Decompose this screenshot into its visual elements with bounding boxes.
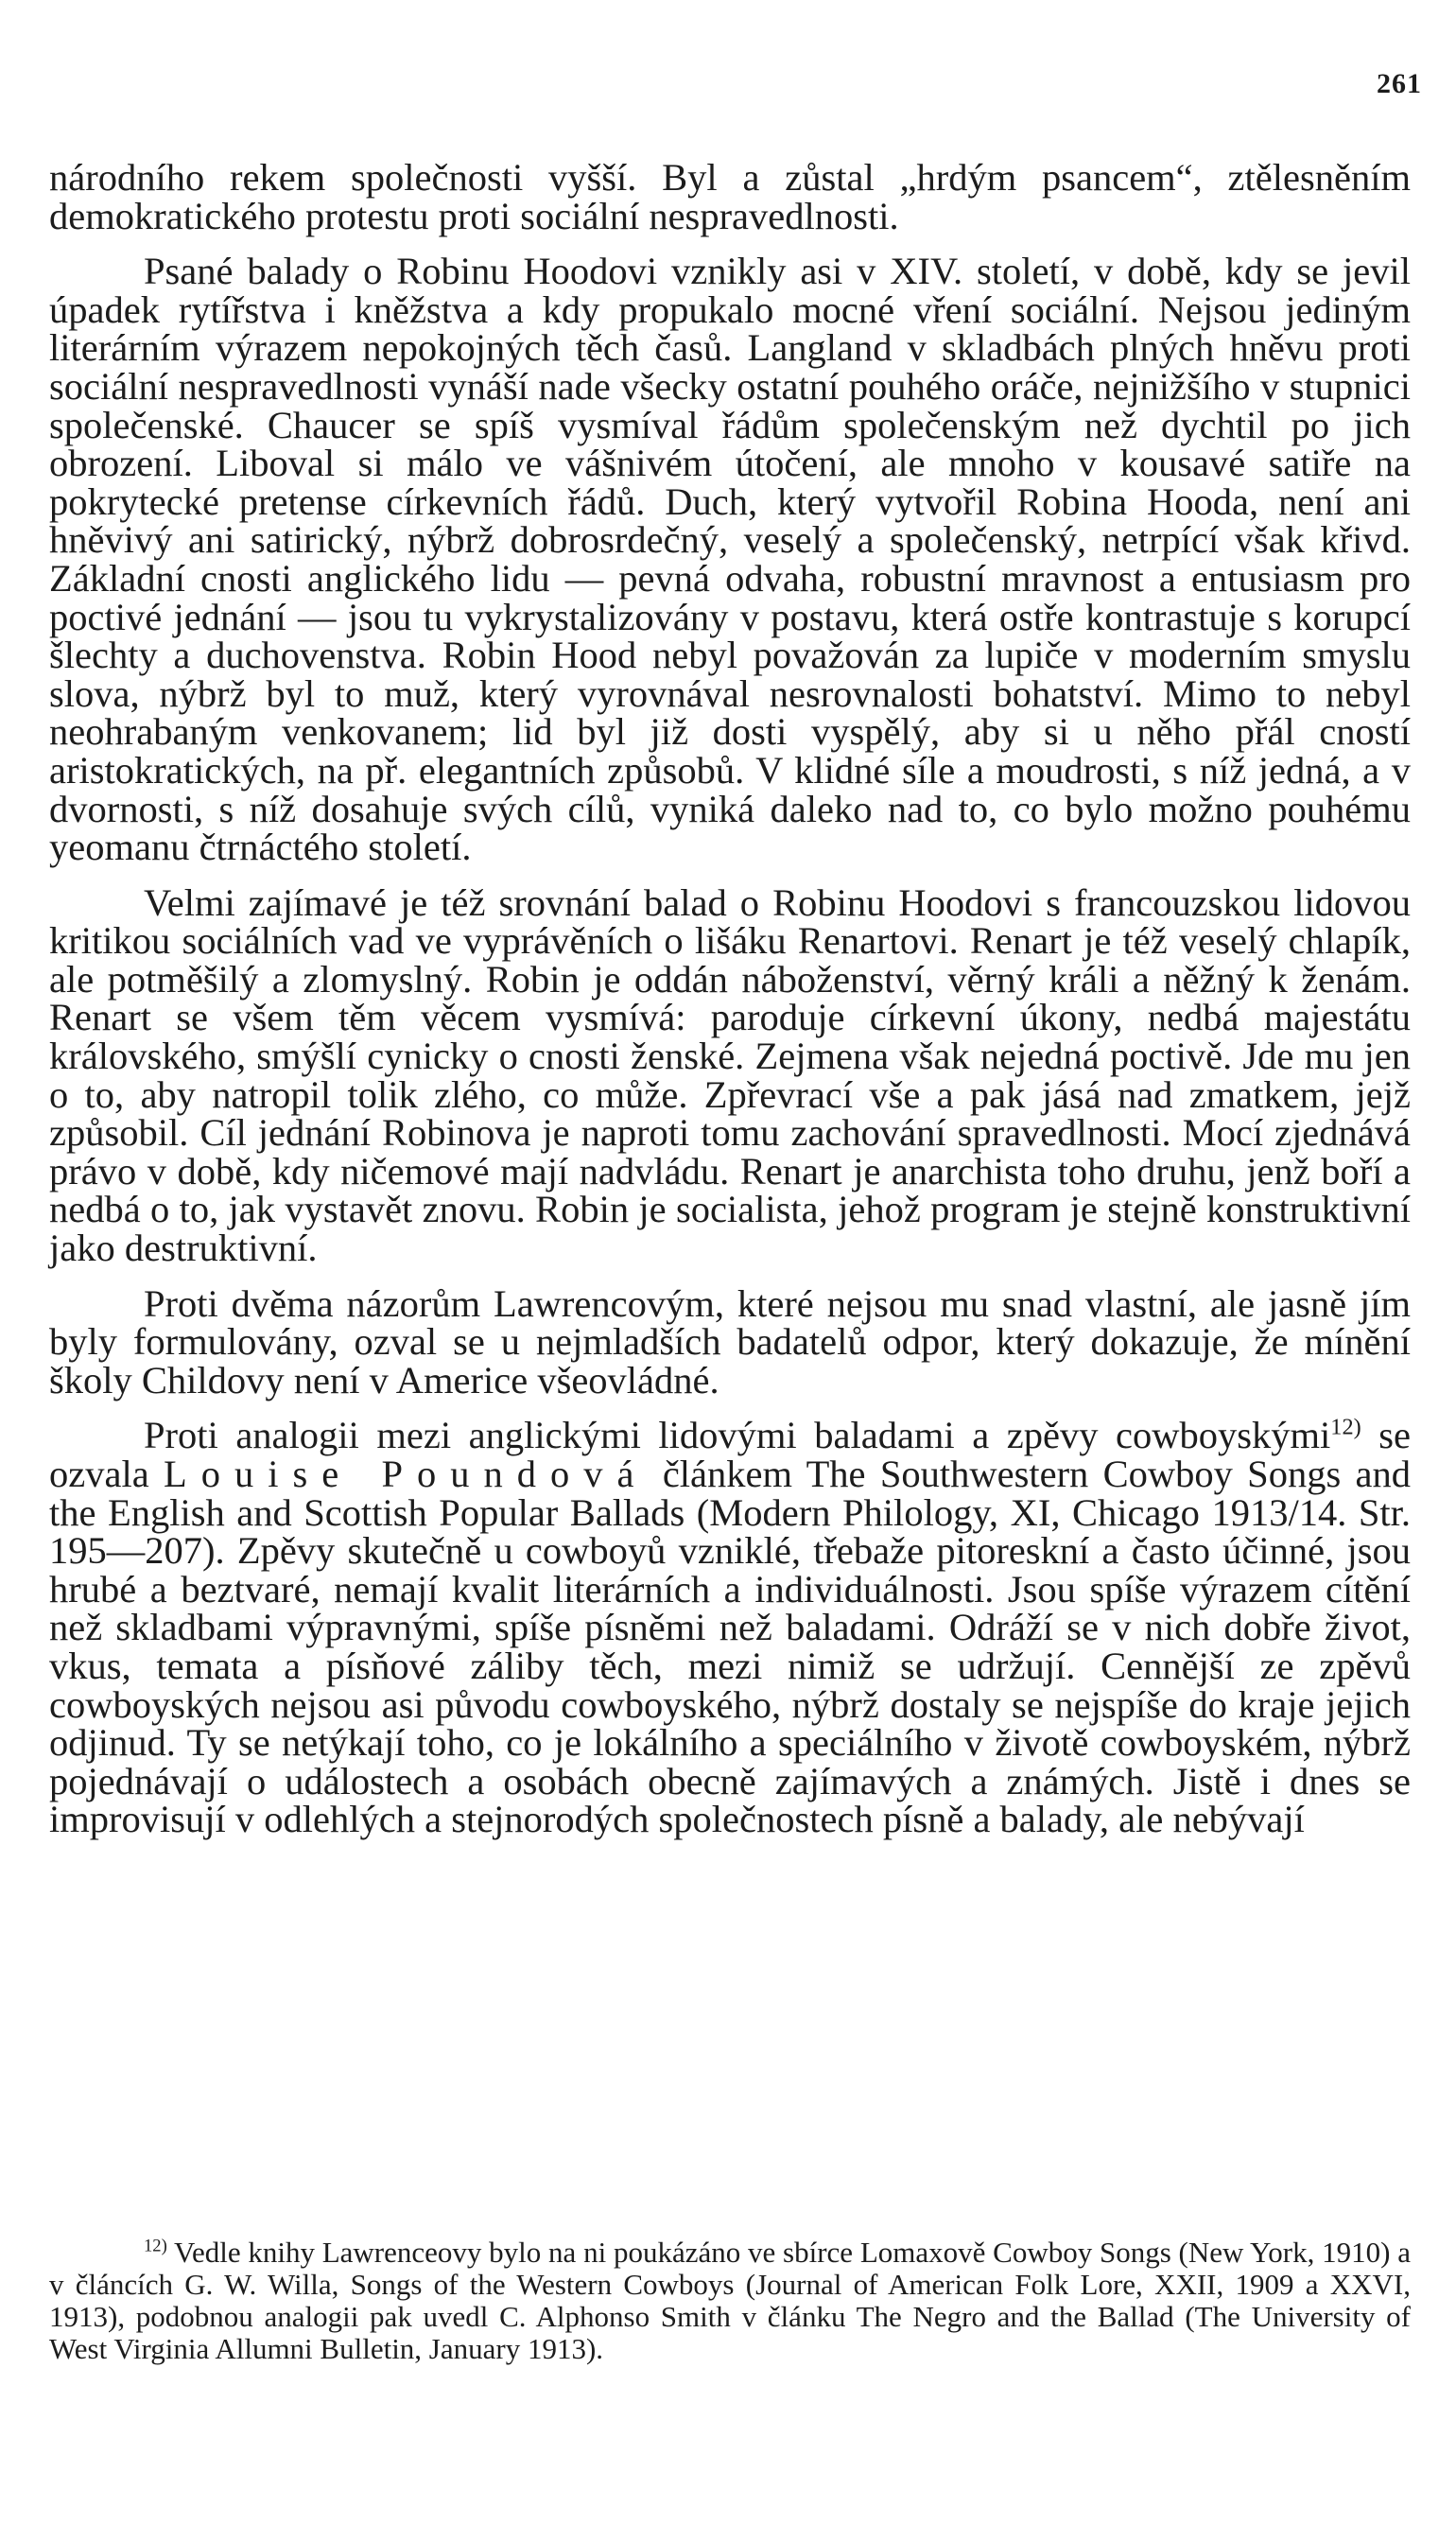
paragraph-5-rest: článkem The Southwestern Cowboy Songs and the English and Scottish Popular Ballads (Modern Philology, XI, Chicago 1913/14. Str. 195—207). Zpěvy skutečně u cowboyů vzniklé, třebaže pitoreskní a často účinné, jsou hrubé a beztvaré, nemají kvalit literárních a individuálnosti. Jsou spíše výrazem cítění než skladbami výpravnými, spíše písněmi než baladami. Odráží se v nich dobře život, vkus, temata a písňové záliby těch, mezi nimiž se udržují. Cennější ze zpěvů cowboyských nejsou asi původu cowboyského, nýbrž dostaly se nejspíše do kraje jejich odjinud. Ty se netýkají toho, co je lokálního a speciálního v životě cowboyském, nýbrž pojednávají o událostech a osobách obecně zajímavých a známých. Jistě i dnes se improvisují v odlehlých a stejnorodých společnostech písně a balady, ale nebývají (49, 1453, 1411, 1841)
footnote-reference: 12) (1330, 1414, 1361, 1440)
footnote (49, 2237, 1411, 2365)
paragraph-3: Velmi zajímavé je též srovnání balad o Robinu Hoodovi s francouzskou lidovou kritikou sociálních vad ve vyprávěních o lišáku Renartovi. Renart je též veselý chlapík, ale potměšilý a zlomyslný. Robin je oddán náboženství, věrný králi a něžný k ženám. Renart se všem těm věcem vysmívá: paroduje církevní úkony, nedbá majestátu královského, smýšlí cynicky o cnosti ženské. Zejmena však nejedná poctivě. Jde mu jen o to, aby natropil tolik zlého, co může. Zpřevrací vše a pak jásá nad zmatkem, jejž způsobil. Cíl jednání Robinova je naproti tomu zachování spravedlnosti. Mocí zjednává právo v době, kdy ničemové mají nadvládu. Renart je anarchista toho druhu, jenž boří a nedbá o to, jak vystavět znovu. Robin je socialista, jehož program je stejně konstruktivní jako destruktivní. (49, 880, 1411, 1270)
footnote-text: Vedle knihy Lawrenceovy bylo na ni poukázáno ve sbírce Lomaxově Cowboy Songs (New York, 1910) a v článcích G. W. Willa, Songs of the Western Cowboys (Journal of American Folk Lore, XXII, 1909 a XXVI, 1913), podobnou analogii pak uvedl C. Alphonso Smith v článku The Negro and the Ballad (The University of West Virginia Allumni Bulletin, January 1913). (49, 2236, 1411, 2365)
author-name-spaced: Louise Poundová (163, 1453, 649, 1495)
paragraph-4: Proti dvěma názorům Lawrencovým, které nejsou mu snad vlastní, ale jasně jím byly formulovány, ozval se u nejmladších badatelů odpor, který dokazuje, že mínění školy Childovy není v Americe všeovládné. (49, 1281, 1411, 1402)
paragraph-2: Psané balady o Robinu Hoodovi vznikly asi v XIV. století, v době, kdy se jevil úpadek rytířstva i kněžstva a kdy propukalo mocné vření sociální. Nejsou jediným literárním výrazem nepokojných těch časů. Langland v skladbách plných hněvu proti sociální nespravedlnosti vynáší nade všecky ostatní pouhého oráče, nejnižšího v stupnici společenské. Chaucer se spíš vysmíval řádům společenským než dychtil po jich obrození. Liboval si málo ve vášnivém útočení, ale mnoho v kousavé satiře na pokrytecké pretense církevních řádů. Duch, který vytvořil Robina Hooda, není ani hněvivý ani satirický, nýbrž dobrosrdečný, veselý a společenský, netrpící však křivd. Základní cnosti anglického lidu — pevná odvaha, robustní mravnost a entusiasm pro poctivé jednání — jsou tu vykrystalizovány v postavu, která ostře kontrastuje s korupcí šlechty a duchovenstva. Robin Hood nebyl považován za lupiče v moderním smyslu slova, nýbrž byl to muž, který vyrovnával nesrovnalosti bohatství. Mimo to nebyl neohrabaným venkovanem; lid byl již dosti vyspělý, aby si u něho přál cností aristokratických, na př. elegantních způsobů. V klidné síle a moudrosti, s níž jedná, a v dvornosti, s níž dosahuje svých cílů, vyniká daleko nad to, co bylo možno pouhému yeomanu čtrnáctého století. (49, 250, 1411, 869)
paragraph-1: národního rekem společnosti vyšší. Byl a zůstal „hrdým psancem“, ztělesněním demokratického protestu proti sociální nespravedlnosti. (49, 156, 1411, 237)
page-number: 261 (1377, 68, 1422, 99)
paragraph-5-connector: se ozvala (49, 1414, 1411, 1495)
footnote-marker: 12) (144, 2236, 167, 2256)
paragraph-5 (49, 1414, 1411, 1841)
body-text (49, 156, 1411, 1841)
paragraph-5-start: Proti analogii mezi anglickými lidovými baladami a zpěvy cowboyskými (144, 1414, 1331, 1457)
